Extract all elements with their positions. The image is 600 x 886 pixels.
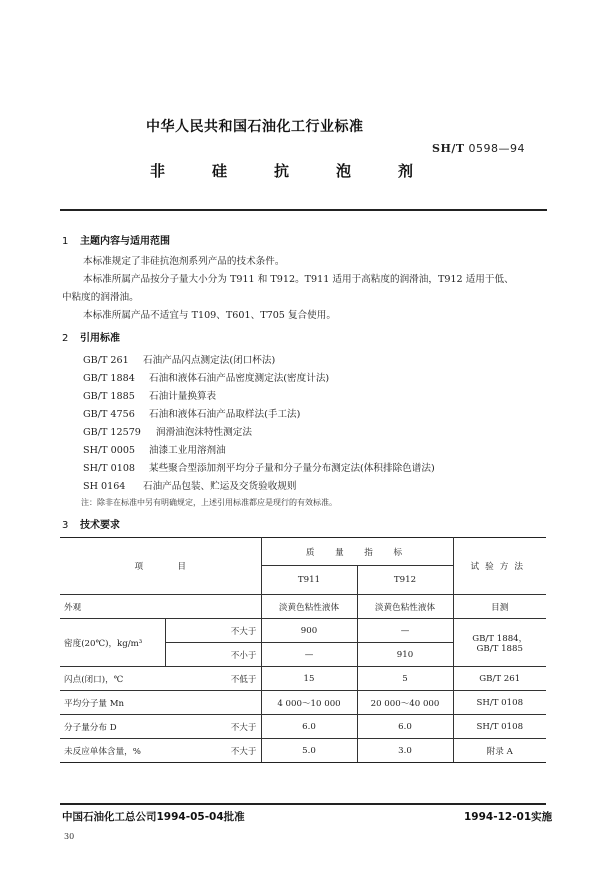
reference-code: GB/T 4756 bbox=[83, 409, 135, 420]
reference-item bbox=[83, 370, 329, 384]
table-row bbox=[60, 739, 546, 763]
reference-item bbox=[83, 424, 252, 438]
header-quality-index: 质 量 指 标 bbox=[261, 538, 453, 566]
section-number: 3 bbox=[62, 520, 69, 531]
row-t911: 15 bbox=[261, 667, 357, 691]
section-number: 1 bbox=[62, 236, 69, 247]
reference-name: 石油和液体石油产品取样法(手工法) bbox=[149, 409, 301, 420]
references-note: 注：除非在标准中另有明确规定，上述引用标准都应是现行的有效标准。 bbox=[81, 498, 337, 507]
row-t912: 3.0 bbox=[357, 739, 453, 763]
reference-code: GB/T 1885 bbox=[83, 391, 135, 402]
row-limit: 不低于 bbox=[165, 667, 261, 691]
row-t912: 6.0 bbox=[357, 715, 453, 739]
row-method: 目测 bbox=[453, 595, 546, 619]
footer-divider bbox=[60, 803, 546, 805]
row-item: 外观 bbox=[60, 595, 261, 619]
section-1-heading bbox=[62, 232, 170, 247]
reference-code: GB/T 261 bbox=[83, 355, 129, 366]
section-title: 引用标准 bbox=[80, 333, 120, 344]
table-row bbox=[60, 595, 546, 619]
row-item: 未反应单体含量，% bbox=[60, 739, 165, 763]
paragraph-continuation: 中粘度的润滑油。 bbox=[62, 292, 139, 303]
section-number: 2 bbox=[62, 333, 69, 344]
page-number: 30 bbox=[64, 832, 75, 841]
reference-name: 石油产品闪点测定法(闭口杯法) bbox=[143, 355, 276, 366]
reference-item bbox=[83, 478, 297, 492]
row-limit: 不大于 bbox=[165, 715, 261, 739]
table-row bbox=[60, 619, 546, 643]
reference-code: SH/T 0108 bbox=[83, 463, 136, 474]
row-method bbox=[453, 619, 546, 667]
implementation-line: 1994-12-01实施 bbox=[464, 811, 553, 823]
reference-name: 石油和液体石油产品密度测定法(密度计法) bbox=[149, 373, 330, 384]
row-t911: 900 bbox=[261, 619, 357, 643]
header-t911: T911 bbox=[261, 566, 357, 595]
row-method: GB/T 261 bbox=[453, 667, 546, 691]
section-2-heading bbox=[62, 329, 120, 344]
row-t911: 6.0 bbox=[261, 715, 357, 739]
section-title: 主题内容与适用范围 bbox=[80, 236, 170, 247]
reference-code: GB/T 1884 bbox=[83, 373, 135, 384]
row-item: 分子量分布 D bbox=[60, 715, 165, 739]
row-limit: 不小于 bbox=[165, 643, 261, 667]
paragraph: 本标准所属产品不适宜与 T109、T601、T705 复合使用。 bbox=[83, 310, 336, 321]
header-divider bbox=[60, 209, 547, 211]
title-char: 剂 bbox=[398, 162, 414, 180]
row-t912: 淡黄色粘性液体 bbox=[357, 595, 453, 619]
row-t911: 5.0 bbox=[261, 739, 357, 763]
row-t911: — bbox=[261, 643, 357, 667]
row-method: 附录 A bbox=[453, 739, 546, 763]
row-item: 闪点(闭口)，℃ bbox=[60, 667, 165, 691]
row-method: SH/T 0108 bbox=[453, 715, 546, 739]
row-t912: 5 bbox=[357, 667, 453, 691]
title-char: 泡 bbox=[336, 162, 352, 180]
section-3-heading bbox=[62, 516, 120, 531]
section-title: 技术要求 bbox=[80, 520, 120, 531]
row-limit: 不大于 bbox=[165, 619, 261, 643]
title-char: 非 bbox=[150, 162, 166, 180]
row-t912: 20 000～40 000 bbox=[357, 691, 453, 715]
method-line: GB/T 1885 bbox=[476, 643, 523, 654]
standard-number bbox=[432, 142, 525, 155]
row-t911: 4 000～10 000 bbox=[261, 691, 357, 715]
reference-name: 润滑油泡沫特性测定法 bbox=[156, 427, 252, 438]
row-item: 密度(20℃)，kg/m³ bbox=[60, 619, 165, 667]
reference-item bbox=[83, 460, 435, 474]
row-limit: 不大于 bbox=[165, 739, 261, 763]
reference-code: SH 0164 bbox=[83, 481, 126, 492]
header-item: 项 目 bbox=[60, 538, 261, 595]
reference-item bbox=[83, 352, 275, 366]
header-test-method: 试验方法 bbox=[453, 538, 546, 595]
technical-requirements-table bbox=[60, 537, 546, 763]
table-header-row bbox=[60, 538, 546, 566]
table-row bbox=[60, 667, 546, 691]
table-row bbox=[60, 715, 546, 739]
reference-name: 某些聚合型添加剂平均分子量和分子量分布测定法(体积排除色谱法) bbox=[149, 463, 435, 474]
reference-code: SH/T 0005 bbox=[83, 445, 136, 456]
reference-name: 油漆工业用溶剂油 bbox=[149, 445, 226, 456]
row-t912: 910 bbox=[357, 643, 453, 667]
reference-name: 石油计量换算表 bbox=[149, 391, 217, 402]
row-item: 平均分子量 Mn bbox=[60, 691, 261, 715]
reference-item bbox=[83, 442, 226, 456]
table-row bbox=[60, 691, 546, 715]
issuing-organization: 中华人民共和国石油化工行业标准 bbox=[146, 119, 364, 135]
standard-code: 0598—94 bbox=[468, 142, 526, 155]
reference-item bbox=[83, 406, 300, 420]
row-method: SH/T 0108 bbox=[453, 691, 546, 715]
title-char: 硅 bbox=[212, 162, 228, 180]
header-t912: T912 bbox=[357, 566, 453, 595]
reference-name: 石油产品包装、贮运及交货验收规则 bbox=[143, 481, 297, 492]
reference-item bbox=[83, 388, 216, 402]
paragraph: 本标准规定了非硅抗泡剂系列产品的技术条件。 bbox=[83, 256, 285, 267]
reference-code: GB/T 12579 bbox=[83, 427, 141, 438]
row-t912: — bbox=[357, 619, 453, 643]
document-title bbox=[150, 160, 460, 181]
paragraph: 本标准所属产品按分子量大小分为 T911 和 T912。T911 适用于高粘度的润滑油，T912 适用于低、 bbox=[83, 274, 514, 285]
row-t911: 淡黄色粘性液体 bbox=[261, 595, 357, 619]
title-char: 抗 bbox=[274, 162, 290, 180]
method-line: GB/T 1884， bbox=[472, 633, 528, 644]
approval-line: 中国石油化工总公司1994-05-04批准 bbox=[62, 811, 245, 823]
standard-prefix: SH/T bbox=[432, 142, 465, 155]
